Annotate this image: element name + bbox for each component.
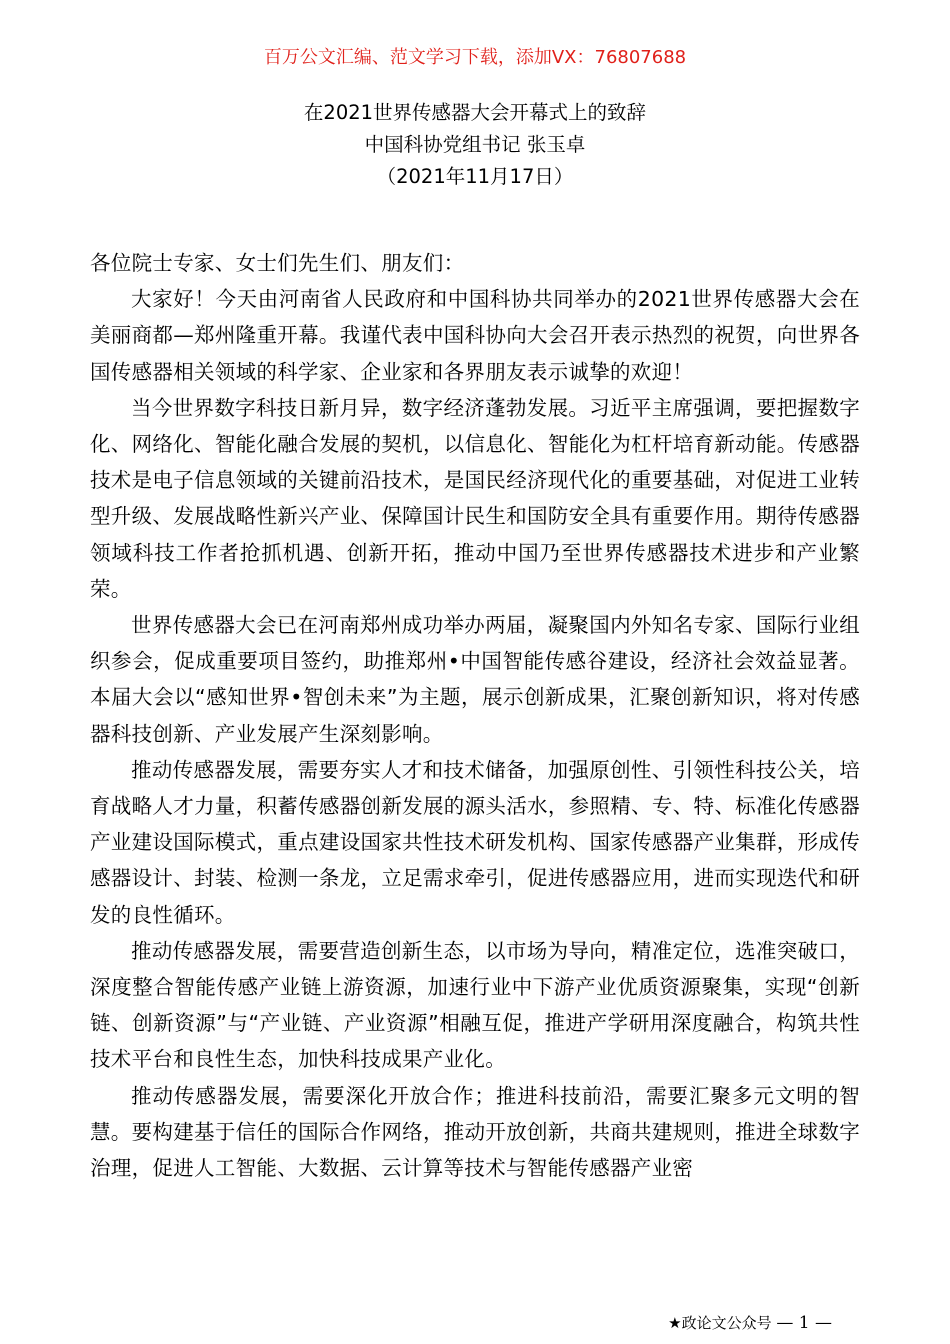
paragraph: 推动传感器发展，需要深化开放合作；推进科技前沿，需要汇聚多元文明的智慧。要构建基于信任的国际合作网络，推动开放创新，共商共建规则，推进全球数字治理，促进人工智能、大数据、云计算等技术与智能传感器产业密 <box>90 1083 860 1181</box>
paragraph: 推动传感器发展，需要营造创新生态，以市场为导向，精准定位，选准突破口，深度整合智能传感产业链上游资源，加速行业中下游产业优质资源聚集，实现“创新链、创新资源”与“产业链、产业资源”相融互促，推进产学研用深度融合，构筑共性技术平台和良性生态，加快科技成果产业化。 <box>90 938 860 1072</box>
document-header <box>0 97 950 193</box>
page-number: — 1 — <box>776 1313 832 1333</box>
paragraph: 世界传感器大会已在河南郑州成功举办两届，凝聚国内外知名专家、国际行业组织参会，促成重要项目签约，助推郑州•中国智能传感谷建设，经济社会效益显著。本届大会以“感知世界•智创未来”为主题，展示创新成果，汇聚创新知识，将对传感器科技创新、产业发展产生深刻影响。 <box>90 613 860 746</box>
speech-body <box>90 245 860 1186</box>
paragraph: 推动传感器发展，需要夯实人才和技术储备，加强原创性、引领性科技公关，培育战略人才力量，积蓄传感器创新发展的源头活水，参照精、专、特、标准化传感器产业建设国际模式，重点建设国家共性技术研发机构、国家传感器产业集群，形成传感器设计、封装、检测一条龙，立足需求牵引，促进传感器应用，进而实现迭代和研发的良性循环。 <box>90 757 860 927</box>
document-title: 在2021世界传感器大会开幕式上的致辞 <box>303 101 647 124</box>
document-date: （2021年11月17日） <box>376 165 574 188</box>
paragraph: 大家好！今天由河南省人民政府和中国科协共同举办的2021世界传感器大会在美丽商都—郑州隆重开幕。我谨代表中国科协向大会召开表示热烈的祝贺，向世界各国传感器相关领域的科学家、企业家和各界朋友表示诚挚的欢迎！ <box>90 287 860 384</box>
page-footer <box>668 1312 832 1334</box>
document-author: 中国科协党组书记 张玉卓 <box>364 133 586 156</box>
footer-label: ★政论文公众号 <box>668 1314 772 1332</box>
salutation: 各位院士专家、女士们先生们、朋友们： <box>90 251 465 275</box>
download-banner: 百万公文汇编、范文学习下载，添加VX：76807688 <box>263 47 687 68</box>
paragraph: 当今世界数字科技日新月异，数字经济蓬勃发展。习近平主席强调，要把握数字化、网络化、智能化融合发展的契机，以信息化、智能化为杠杆培育新动能。传感器技术是电子信息领域的关键前沿技术，是国民经济现代化的重要基础，对促进工业转型升级、发展战略性新兴产业、保障国计民生和国防安全具有重要作用。期待传感器领域科技工作者抢抓机遇、创新开拓，推动中国乃至世界传感器技术进步和产业繁荣。 <box>90 395 860 601</box>
